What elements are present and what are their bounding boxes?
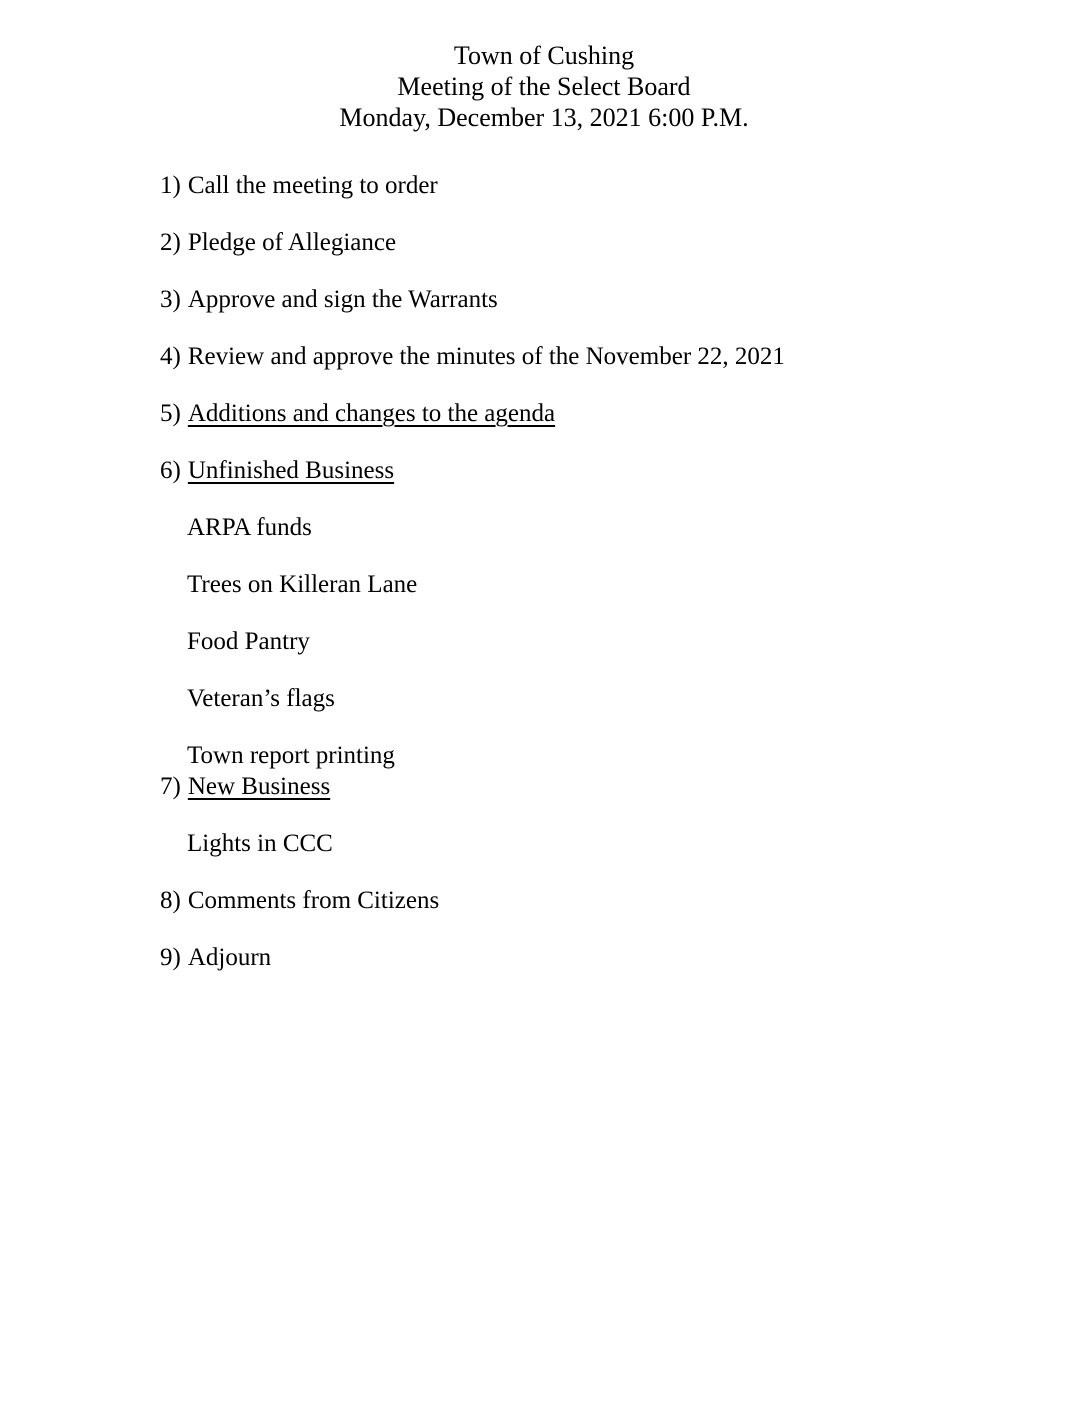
agenda-item-number: 3) xyxy=(160,286,181,313)
agenda-item-9 xyxy=(160,942,1028,973)
agenda-item-8 xyxy=(160,885,1028,916)
agenda-item-number: 7) xyxy=(160,773,181,800)
agenda-subitem-text: Food Pantry xyxy=(187,628,310,655)
agenda-item-number: 6) xyxy=(160,457,181,484)
agenda-subitem-veterans-flags xyxy=(160,683,1028,714)
agenda-item-text-underlined: New Business xyxy=(187,773,331,800)
agenda-subitem-text: Lights in CCC xyxy=(187,830,333,857)
agenda-item-text: Pledge of Allegiance xyxy=(187,229,397,256)
agenda-item-text: Adjourn xyxy=(187,944,272,971)
agenda-item-2 xyxy=(160,227,1028,258)
agenda-list xyxy=(0,170,1088,973)
agenda-subitem-text: Trees on Killeran Lane xyxy=(187,571,418,598)
agenda-subitem-town-report xyxy=(160,740,1028,771)
agenda-subitem-trees-killeran xyxy=(160,569,1028,600)
title-line-datetime: Monday, December 13, 2021 6:00 P.M. xyxy=(339,103,749,132)
agenda-subitem-text: Veteran’s flags xyxy=(187,685,335,712)
agenda-item-3 xyxy=(160,284,1028,315)
agenda-subitem-text: ARPA funds xyxy=(187,514,312,541)
agenda-item-text: Call the meeting to order xyxy=(187,172,438,199)
agenda-item-number: 9) xyxy=(160,944,181,971)
agenda-item-number: 2) xyxy=(160,229,181,256)
title-line-org: Town of Cushing xyxy=(453,41,635,70)
agenda-item-text: Comments from Citizens xyxy=(187,887,440,914)
agenda-item-5 xyxy=(160,398,1028,429)
agenda-item-text: Review and approve the minutes of the November 22, 2021 xyxy=(187,343,785,370)
agenda-item-number: 5) xyxy=(160,400,181,427)
agenda-subitem-food-pantry xyxy=(160,626,1028,657)
agenda-item-4 xyxy=(160,341,1028,372)
agenda-item-text: Approve and sign the Warrants xyxy=(187,286,498,313)
agenda-item-6 xyxy=(160,455,1028,486)
agenda-item-text-underlined: Unfinished Business xyxy=(187,457,395,484)
agenda-item-7 xyxy=(160,771,1028,802)
agenda-subitem-arpa-funds xyxy=(160,512,1028,543)
agenda-item-number: 4) xyxy=(160,343,181,370)
agenda-item-1 xyxy=(160,170,1028,201)
agenda-item-number: 8) xyxy=(160,887,181,914)
document-title-block xyxy=(0,40,1088,133)
agenda-subitem-text: Town report printing xyxy=(187,742,395,769)
agenda-subitem-lights-ccc xyxy=(160,828,1028,859)
agenda-item-number: 1) xyxy=(160,172,181,199)
title-line-meeting: Meeting of the Select Board xyxy=(397,72,691,101)
agenda-item-text-underlined: Additions and changes to the agenda xyxy=(187,400,556,427)
